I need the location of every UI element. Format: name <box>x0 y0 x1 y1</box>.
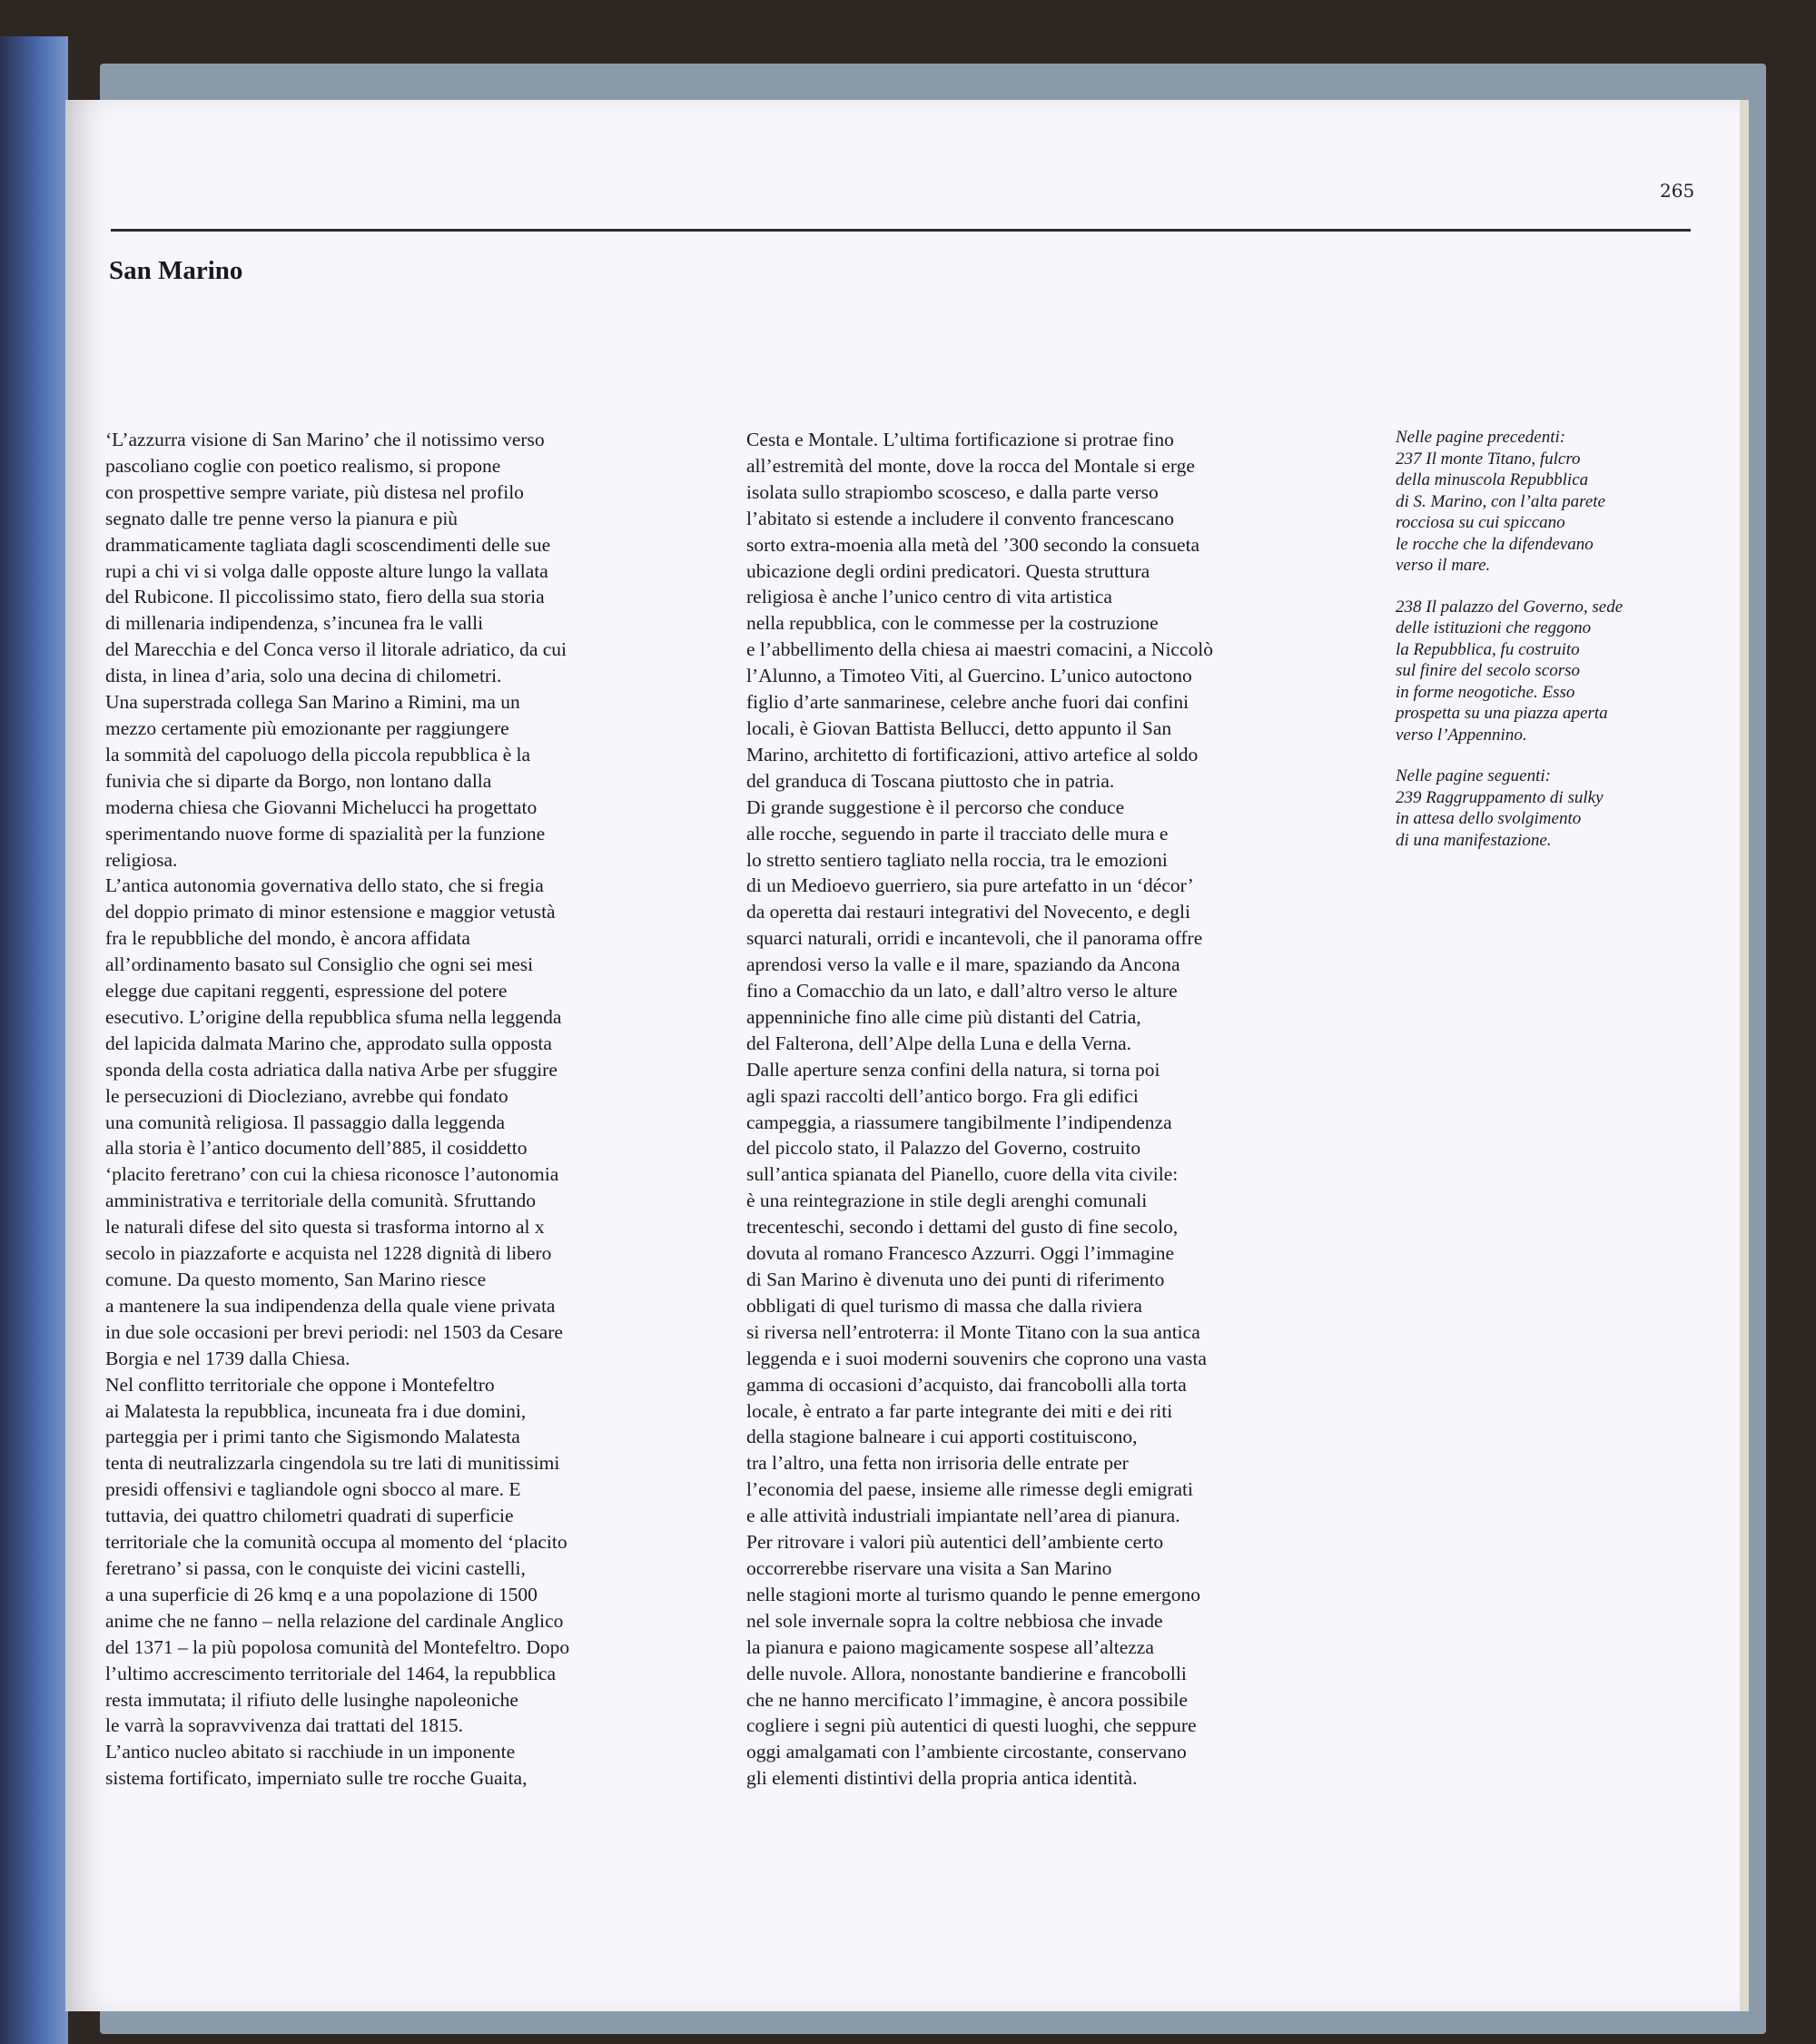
text-line: del piccolo stato, il Palazzo del Governo, costruito <box>746 1137 1141 1160</box>
text-line: l’abitato si estende a includere il convento francescano <box>746 507 1175 529</box>
text-line: le persecuzioni di Diocleziano, avrebbe qui fondato <box>105 1084 508 1107</box>
text-line: funivia che si diparte da Borgo, non lontano dalla <box>105 769 492 792</box>
text-line: ‘placito feretrano’ con cui la chiesa riconosce l’autonomia <box>105 1163 559 1186</box>
text-line: comune. Da questo momento, San Marino riesce <box>105 1269 487 1290</box>
text-line: esecutivo. L’origine della repubblica sfuma nella leggenda <box>105 1005 562 1028</box>
text-line: Cesta e Montale. L’ultima fortificazione si protrae fino <box>746 429 1174 450</box>
text-line: agli spazi raccolti dell’antico borgo. Fra gli edifici <box>746 1084 1139 1107</box>
text-line: nelle stagioni morte al turismo quando le penne emergono <box>746 1583 1200 1605</box>
text-line: Dalle aperture senza confini della natura, si torna poi <box>746 1058 1160 1081</box>
text-line: l’economia del paese, insieme alle rimesse degli emigrati <box>746 1478 1193 1501</box>
text-line: amministrativa e territoriale della comunità. Sfruttando <box>105 1190 537 1212</box>
text-line: drammaticamente tagliata dagli scoscendimenti delle sue <box>105 533 551 556</box>
text-line: presidi offensivi e tagliandole ogni sbocco al mare. E <box>105 1478 521 1501</box>
text-line: ubicazione degli ordini predicatori. Questa struttura <box>746 559 1150 582</box>
text-line: la sommità del capoluogo della piccola repubblica è la <box>105 743 531 765</box>
chapter-title: San Marino <box>109 256 243 285</box>
text-line: con prospettive sempre variate, più distesa nel profilo <box>105 480 524 503</box>
text-line: che ne hanno mercificato l’immagine, è ancora possibile <box>746 1688 1188 1711</box>
text-line: dista, in linea d’aria, solo una decina di chilometri. <box>105 665 502 687</box>
text-line: del doppio primato di minor estensione e maggior vetustà <box>105 901 556 923</box>
text-line: in forme neogotiche. Esso <box>1396 682 1575 702</box>
text-line: tenta di neutralizzarla cingendola su tre lati di munitissimi <box>105 1452 560 1475</box>
text-line: gli elementi distintivi della propria antica identità. <box>746 1767 1138 1790</box>
adjacent-page-edge <box>0 36 68 2044</box>
text-line: la Repubblica, fu costruito <box>1396 639 1580 659</box>
text-line: l’Alunno, a Timoteo Viti, al Guercino. L’unico autoctono <box>746 665 1192 687</box>
text-line: della stagione balneare i cui apporti costituiscono, <box>746 1426 1138 1448</box>
text-line: sperimentando nuove forme di spazialità per la funzione <box>105 822 546 844</box>
text-line: Per ritrovare i valori più autentici dell’ambiente certo <box>746 1531 1164 1554</box>
text-line: delle istituzioni che reggono <box>1396 618 1592 637</box>
text-line: del granduca di Toscana piuttosto che in patria. <box>746 769 1115 792</box>
text-line: L’antico nucleo abitato si racchiude in un imponente <box>105 1741 516 1763</box>
text-line: lo stretto sentiero tagliato nella roccia, tra le emozioni <box>746 848 1168 871</box>
text-line: locali, è Giovan Battista Bellucci, detto appunto il San <box>746 716 1172 739</box>
text-line: Nelle pagine precedenti: <box>1396 428 1566 447</box>
text-line: del Rubicone. Il piccolissimo stato, fiero della sua storia <box>105 586 545 608</box>
text-line: territoriale che la comunità occupa al momento del ‘placito <box>105 1531 568 1554</box>
text-line: del 1371 – la più popolosa comunità del Montefeltro. Dopo <box>105 1635 570 1658</box>
text-line: Di grande suggestione è il percorso che conduce <box>746 795 1125 818</box>
text-line: l’ultimo accrescimento territoriale del 1464, la repubblica <box>105 1662 557 1684</box>
text-line: di S. Marino, con l’alta parete <box>1396 491 1605 511</box>
text-line: si riversa nell’entroterra: il Monte Titano con la sua antica <box>746 1320 1200 1343</box>
text-line: locale, è entrato a far parte integrante dei miti e dei riti <box>746 1399 1173 1422</box>
text-line: prospetta su una piazza aperta <box>1396 704 1608 723</box>
text-line: ai Malatesta la repubblica, incuneata fra i due domini, <box>105 1399 527 1422</box>
text-line: religiosa. <box>105 848 178 871</box>
text-line: aprendosi verso la valle e il mare, spaziando da Ancona <box>746 953 1180 976</box>
text-line: sull’antica spianata del Pianello, cuore della vita civile: <box>746 1163 1179 1186</box>
text-line: appenniniche fino alle cime più distanti del Catria, <box>746 1005 1141 1028</box>
text-line: la pianura e paiono magicamente sospese all’altezza <box>746 1635 1154 1658</box>
text-line: gamma di occasioni d’acquisto, dai francobolli alla torta <box>746 1373 1187 1396</box>
text-line: delle nuvole. Allora, nonostante bandierine e francobolli <box>746 1662 1187 1684</box>
text-line: rupi a chi vi si volga dalle opposte alture lungo la vallata <box>105 559 548 582</box>
text-line: ‘L’azzurra visione di San Marino’ che il notissimo verso <box>105 429 545 450</box>
text-line: squarci naturali, orridi e incantevoli, che il panorama offre <box>746 927 1203 950</box>
text-line: 239 Raggruppamento di sulky <box>1396 787 1604 807</box>
text-line: e l’abbellimento della chiesa ai maestri comacini, a Niccolò <box>746 638 1213 661</box>
text-line: moderna chiesa che Giovanni Michelucci ha progettato <box>105 795 538 818</box>
page-number: 265 <box>1660 180 1695 202</box>
text-line: elegge due capitani reggenti, espressione del potere <box>105 980 508 1002</box>
text-line: resta immutata; il rifiuto delle lusinghe napoleoniche <box>105 1688 518 1711</box>
photo-caption <box>1396 597 1623 746</box>
text-line: figlio d’arte sanmarinese, celebre anche fuori dai confini <box>746 691 1189 714</box>
text-line: di San Marino è divenuta uno dei punti di riferimento <box>746 1269 1165 1290</box>
text-line: parteggia per i primi tanto che Sigismondo Malatesta <box>105 1426 520 1448</box>
text-line: una comunità religiosa. Il passaggio dalla leggenda <box>105 1111 506 1133</box>
text-column-1 <box>105 427 569 1792</box>
text-line: religiosa è anche l’unico centro di vita artistica <box>746 586 1112 608</box>
text-line: 238 Il palazzo del Governo, sede <box>1396 597 1624 617</box>
text-line: leggenda e i suoi moderni souvenirs che coprono una vasta <box>746 1347 1207 1369</box>
text-line: verso il mare. <box>1396 556 1491 575</box>
text-line: da operetta dai restauri integrativi del Novecento, e degli <box>746 901 1190 923</box>
text-line: di una manifestazione. <box>1396 830 1552 850</box>
text-line: in due sole occasioni per brevi periodi: nel 1503 da Cesare <box>105 1320 563 1343</box>
text-line: anime che ne fanno – nella relazione del cardinale Anglico <box>105 1609 564 1632</box>
text-line: campeggia, a riassumere tangibilmente l’indipendenza <box>746 1111 1172 1133</box>
text-line: isolata sullo strapiombo scosceso, e dalla parte verso <box>746 480 1159 503</box>
text-line: dovuta al romano Francesco Azzurri. Oggi l’immagine <box>746 1242 1175 1265</box>
text-line: obbligati di quel turismo di massa che dalla riviera <box>746 1294 1142 1317</box>
text-line: segnato dalle tre penne verso la pianura e più <box>105 507 459 529</box>
text-line: cogliere i segni più autentici di questi luoghi, che seppure <box>746 1714 1197 1737</box>
text-line: Una superstrada collega San Marino a Rimini, ma un <box>105 691 520 714</box>
photo-caption <box>1396 765 1623 851</box>
photo-caption <box>1396 427 1623 577</box>
text-line: sul finire del secolo scorso <box>1396 661 1580 680</box>
text-line: a una superficie di 26 kmq e a una popolazione di 1500 <box>105 1583 538 1605</box>
text-line: le varrà la sopravvivenza dai trattati del 1815. <box>105 1714 464 1737</box>
text-line: le naturali difese del sito questa si trasforma intorno al x <box>105 1216 545 1239</box>
text-line: sistema fortificato, imperniato sulle tre rocche Guaita, <box>105 1767 528 1790</box>
text-line: tra l’altro, una fetta non irrisoria delle entrate per <box>746 1452 1129 1475</box>
text-line: del lapicida dalmata Marino che, approdato sulla opposta <box>105 1032 552 1054</box>
text-line: sponda della costa adriatica dalla nativa Arbe per sfuggire <box>105 1058 558 1081</box>
text-line: mezzo certamente più emozionante per raggiungere <box>105 716 509 739</box>
text-line: fra le repubbliche del mondo, è ancora affidata <box>105 927 470 950</box>
text-line: è una reintegrazione in stile degli arenghi comunali <box>746 1190 1148 1212</box>
text-line: rocciosa su cui spiccano <box>1396 513 1565 532</box>
text-line: nel sole invernale sopra la coltre nebbiosa che invade <box>746 1609 1163 1632</box>
text-line: Borgia e nel 1739 dalla Chiesa. <box>105 1347 350 1369</box>
text-line: L’antica autonomia governativa dello stato, che si fregia <box>105 874 544 897</box>
text-line: a mantenere la sua indipendenza della quale viene privata <box>105 1294 556 1317</box>
text-line: e alle attività industriali impiantate nell’area di pianura. <box>746 1505 1180 1527</box>
text-line: del Marecchia e del Conca verso il litorale adriatico, da cui <box>105 638 568 661</box>
text-line: Marino, architetto di fortificazioni, attivo artefice al soldo <box>746 743 1199 765</box>
text-line: della minuscola Repubblica <box>1396 470 1589 489</box>
text-line: verso l’Appennino. <box>1396 725 1527 745</box>
text-line: nella repubblica, con le commesse per la costruzione <box>746 612 1159 635</box>
header-rule <box>111 229 1691 232</box>
text-line: di un Medioevo guerriero, sia pure artefatto in un ‘décor’ <box>746 874 1194 897</box>
text-line: alle rocche, seguendo in parte il tracciato delle mura e <box>746 822 1169 844</box>
text-line: trecenteschi, secondo i dettami del gusto di fine secolo, <box>746 1216 1179 1239</box>
text-line: sorto extra-moenia alla metà del ’300 secondo la consueta <box>746 533 1200 556</box>
text-line: Nel conflitto territoriale che oppone i Montefeltro <box>105 1373 495 1396</box>
text-line: all’ordinamento basato sul Consiglio che ogni sei mesi <box>105 953 534 976</box>
page-edges <box>1740 100 1749 2011</box>
text-line: alla storia è l’antico documento dell’885, il cosiddetto <box>105 1137 528 1160</box>
text-column-2 <box>746 427 1213 1792</box>
text-line: secolo in piazzaforte e acquista nel 1228 dignità di libero <box>105 1242 552 1265</box>
text-line: in attesa dello svolgimento <box>1396 809 1582 828</box>
text-line: Nelle pagine seguenti: <box>1396 766 1551 785</box>
captions-column <box>1396 427 1623 871</box>
text-line: del Falterona, dell’Alpe della Luna e della Verna. <box>746 1032 1132 1054</box>
text-line: pascoliano coglie con poetico realismo, si propone <box>105 454 501 477</box>
text-line: occorrerebbe riservare una visita a San Marino <box>746 1556 1112 1579</box>
text-line: oggi amalgamati con l’ambiente circostante, conservano <box>746 1741 1187 1763</box>
text-line: tuttavia, dei quattro chilometri quadrati di superficie <box>105 1505 514 1527</box>
text-line: fino a Comacchio da un lato, e dall’altro verso le alture <box>746 980 1178 1002</box>
text-line: feretrano’ si passa, con le conquiste dei vicini castelli, <box>105 1556 526 1579</box>
text-line: di millenaria indipendenza, s’incunea fra le valli <box>105 612 484 635</box>
text-line: le rocche che la difendevano <box>1396 534 1594 554</box>
text-line: 237 Il monte Titano, fulcro <box>1396 449 1581 469</box>
text-line: all’estremità del monte, dove la rocca del Montale si erge <box>746 454 1195 477</box>
